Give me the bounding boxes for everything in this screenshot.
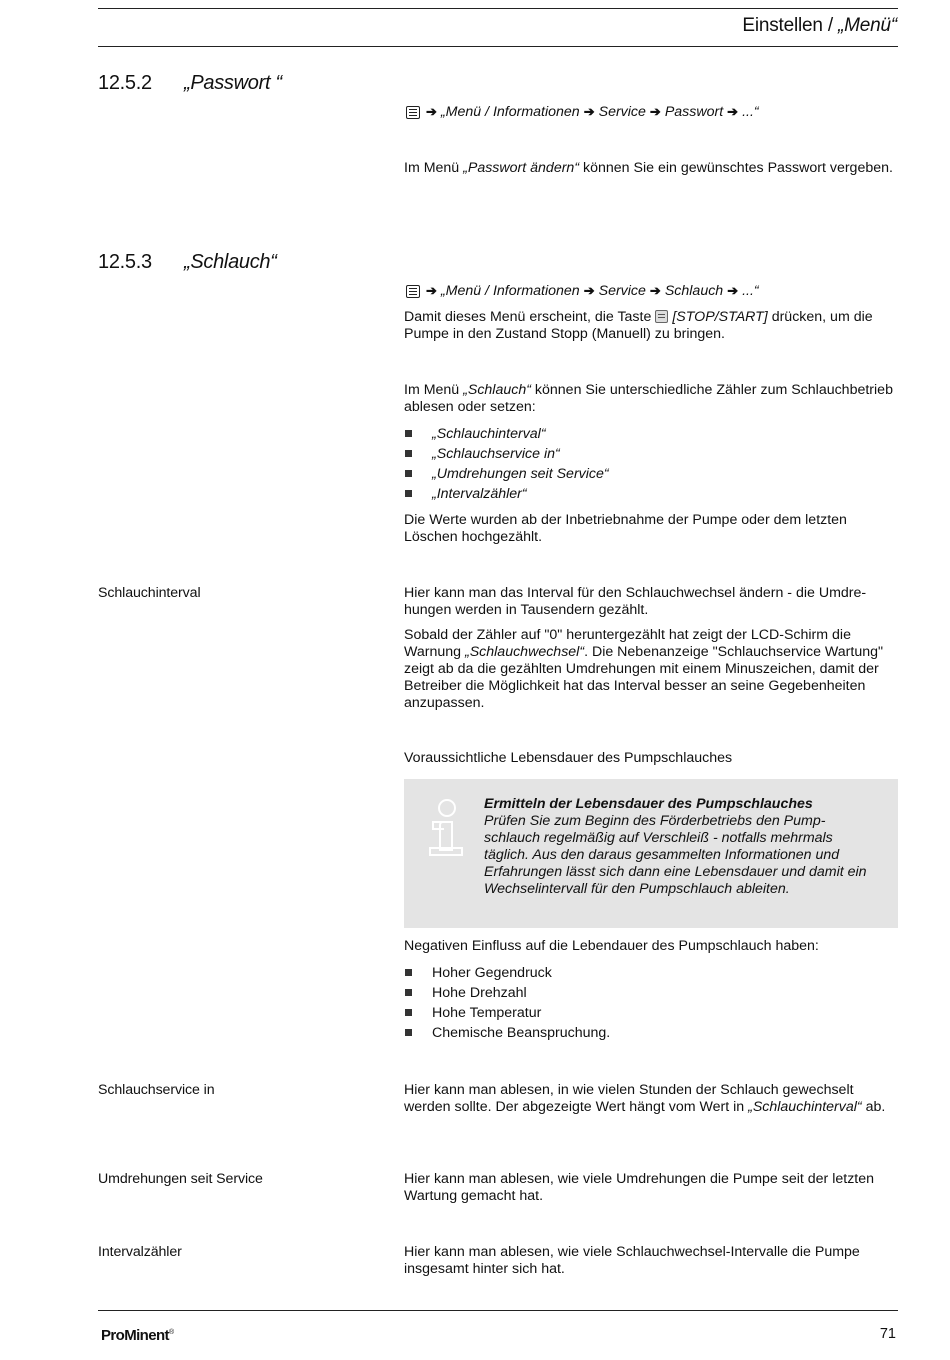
header-top-rule [98,8,898,9]
list-item: Hohe Temperatur [404,1003,610,1023]
schlauch-after-list: Die Werte wurden ab der Inbetriebnahme der Pumpe oder dem letzten Löschen hochgezählt. [404,512,847,545]
list-item: Chemische Beanspruchung. [404,1023,610,1043]
list-item: Hoher Gegendruck [404,963,610,983]
info-box [404,779,898,928]
schlauchinterval-p2: Sobald der Zähler auf "0" heruntergezählt hat zeigt der LCD-Schirm die Warnung „Schlauchwechsel“. Die Nebenanzeige "Schlauchservice Wartung" zeigt ab da die gezählten Umdrehungen mit einem Minuszeichen, damit der Betreiber die Möglichkeit hat das Interval besser an seine Gegebenheiten anzupassen. [404,627,884,711]
side-label-umdrehungen: Umdrehungen seit Service [98,1171,263,1187]
negative-factors-list [404,963,610,1043]
menu-path-schlauch: ➔ „Menü / Informationen ➔ Service ➔ Schlauch ➔ ...“ [406,283,759,299]
arrow-right-icon: ➔ [727,283,739,298]
arrow-right-icon: ➔ [426,283,437,298]
arrow-right-icon: ➔ [649,283,661,298]
page-header-title: Einstellen / „Menü“ [742,15,897,36]
side-label-schlauchinterval: Schlauchinterval [98,585,201,601]
section-title: „Schlauch“ [184,251,277,273]
list-item: Hohe Drehzahl [404,983,610,1003]
passwort-description: Im Menü „Passwort ändern“ können Sie ein gewünschtes Passwort vergeben. [404,160,893,176]
section-title: „Passwort “ [184,72,282,94]
section-heading-schlauch [98,251,277,274]
schlauchservice-text: Hier kann man ablesen, in wie vielen Stunden der Schlauch gewechselt werden sollte. Der abgezeigte Wert hängt vom Wert in „Schlauchinterval“ ab. [404,1082,886,1115]
info-box-content [484,796,874,898]
schlauch-stop-instruction: Damit dieses Menü erscheint, die Taste [STOP/START] drücken, um die Pumpe in den Zustand Stopp (Manuell) zu bringen. [404,309,873,342]
footer-rule [98,1310,898,1311]
info-box-title: Ermitteln der Lebensdauer des Pumpschlauches [484,796,813,812]
arrow-right-icon: ➔ [727,104,739,119]
umdrehungen-text: Hier kann man ablesen, wie viele Umdrehungen die Pumpe seit der letzten Wartung gemacht hat. [404,1171,875,1204]
menu-icon [406,106,420,119]
list-item: „Intervalzähler“ [404,484,609,504]
header-bottom-rule [98,46,898,47]
info-box-text: Prüfen Sie zum Beginn des Förderbetriebs den Pumpschlauch regelmäßig auf Verschleiß - notfalls mehrmals täglich. Aus den daraus gesammelten Informationen und Erfahrungen lässt sich dann eine Lebensdauer und damit ein Wechselintervall für den Pumpschlauch ableiten. [484,813,867,897]
side-label-schlauchservice: Schlauchservice in [98,1082,215,1098]
arrow-right-icon: ➔ [649,104,661,119]
arrow-right-icon: ➔ [583,283,595,298]
list-item: „Umdrehungen seit Service“ [404,464,609,484]
section-number: 12.5.2 [98,72,152,94]
schlauch-intro: Im Menü „Schlauch“ können Sie unterschiedliche Zähler zum Schlauchbetrieb ablesen oder setzen: [404,382,893,415]
section-number: 12.5.3 [98,251,152,273]
prominent-logo: ProMinent® [101,1327,174,1344]
menu-path-passwort: ➔ „Menü / Informationen ➔ Service ➔ Passwort ➔ ...“ [406,104,759,120]
arrow-right-icon: ➔ [583,104,595,119]
schlauch-counter-list [404,424,609,504]
side-label-intervalzaehler: Intervalzähler [98,1244,182,1260]
schlauchinterval-p1: Hier kann man das Interval für den Schlauchwechsel ändern - die Umdrehungen werden in Tausendern gezählt. [404,585,867,618]
arrow-right-icon: ➔ [426,104,437,119]
page-number: 71 [879,1326,896,1342]
menu-icon [406,285,420,298]
negative-intro: Negativen Einfluss auf die Lebendauer des Pumpschlauch haben: [404,938,819,954]
list-item: „Schlauchservice in“ [404,444,609,464]
info-icon [428,797,462,855]
intervalzaehler-text: Hier kann man ablesen, wie viele Schlauchwechsel-Intervalle die Pumpe insgesamt hinter sich hat. [404,1244,860,1277]
list-item: „Schlauchinterval“ [404,424,609,444]
lebensdauer-heading: Voraussichtliche Lebensdauer des Pumpschlauches [404,750,733,766]
stop-start-key-icon [655,310,668,323]
section-heading-passwort [98,72,282,95]
